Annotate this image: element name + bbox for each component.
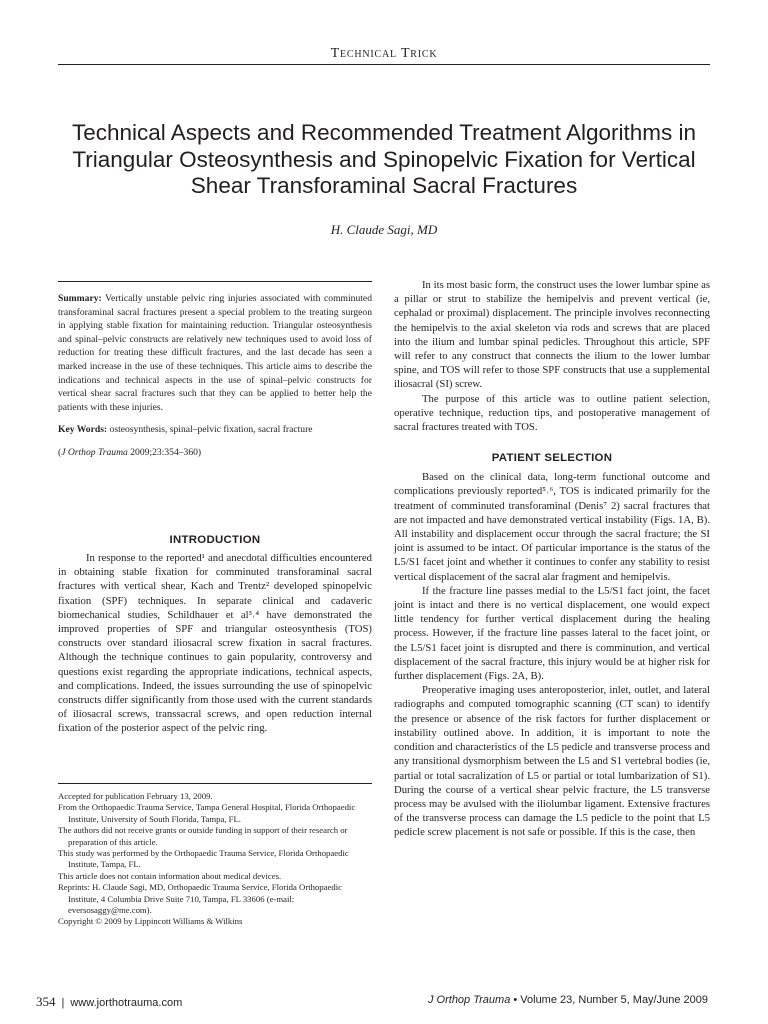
right-intro-paragraph-2: The purpose of this article was to outline patient selection, operative technique, reduction tips, and postoperative management of sacral fractures treated with TOS. [394, 392, 710, 434]
author-name: H. Claude Sagi, MD [330, 222, 438, 237]
patient-selection-body [394, 470, 710, 839]
page-footer-left [36, 994, 182, 1010]
footer-separator: | [61, 997, 65, 1009]
introduction-heading: INTRODUCTION [169, 534, 261, 546]
patient-selection-paragraph-2: If the fracture line passes medial to the L5/S1 fact joint, the facet joint is intact and there is no vertical displacement, one would expect little tendency for further vertical displacement during the healing process. However, if the fracture line passes lateral to the facet joint, or the L5/S1 facet joint is disrupted and there is comminution, and vertical displacement of the sacral fracture, this injury would be at higher risk for further displacement (Figs. 2A, B). [394, 584, 710, 683]
citation [58, 446, 372, 460]
footnote-copyright: Copyright © 2009 by Lippincott Williams & Wilkins [58, 916, 243, 927]
footnote-devices: This article does not contain information about medical devices. [58, 870, 282, 881]
right-column [394, 278, 710, 840]
citation-open: ( [58, 446, 62, 458]
footnote-funding: The authors did not receive grants or outside funding in support of their research or preparation of this article. [58, 825, 348, 847]
introduction-paragraph: In response to the reported¹ and anecdotal difficulties encountered in obtaining stable fixation for comminuted transforaminal sacral fractures with vertical shear, Kach and Trentz² developed spinopelvic fixation (SPF) techniques. In separate clinical and cadaveric biomechanical studies, Schildhauer et al³˒⁴ have demonstrated the improved properties of SPF and triangular osteosynthesis (TOS) constructs over standard iliosacral screw fixation in sacral fractures. Although the technique continues to gain popularity, controversy and questions exist regarding the appropriate indications, technical aspects, and complications. Indeed, the issues surrounding the use of spinopelvic constructs differ significantly from those used with the current standards of iliosacral screws, transsacral screws, and open reduction internal fixation of the posterior aspect of the pelvic ring. [58, 552, 372, 735]
summary-paragraph [58, 292, 372, 414]
patient-selection-paragraph-3: Preoperative imaging uses anteroposterior, inlet, outlet, and lateral radiographs and computed tomographic scanning (CT scan) to identify the presence or absence of the risk factors for further displacement or instability outlined above. In addition, it is important to note the condition and characteristics of the L5 pedicle and transverse process and any transitional dysmorphism between the L5 and S1 vertebral bodies (ie, partial or total sacralization of L5 or partial or total lumbarization of S1). During the course of a vertical shear pelvic fracture, the L5 transverse process may be avulsed with the iliolumbar ligament. Extensive fractures of the transverse process can damage the L5 pedicle to the point that L5 pedicle screw placement is not safe or possible. If this is the case, then [394, 684, 710, 839]
summary-label: Summary: [58, 293, 102, 304]
footnote-study: This study was performed by the Orthopaedic Trauma Service, Florida Orthopaedic Institute, Tampa, FL. [58, 848, 349, 870]
summary-top-rule [58, 281, 372, 282]
section-label: Technical Trick [330, 46, 438, 61]
footer-journal: J Orthop Trauma [427, 994, 511, 1006]
keywords-label: Key Words: [58, 424, 108, 436]
citation-journal: J Orthop Trauma [61, 446, 128, 458]
header-rule [58, 64, 710, 65]
keywords-text: osteosynthesis, spinal–pelvic fixation, sacral fracture [109, 424, 313, 436]
right-intro-paragraph-1: In its most basic form, the construct uses the lower lumbar spine as a pillar or strut to stabilize the hemipelvis and prevent vertical (ie, cephalad or proximal) displacement. The principle involves reconnecting the hemipelvis to the axial skeleton via rods and screws that are placed into the ilium and lumbar spinal pedicles. Throughout this article, SPF will refer to any construct that connects the ilium to the lower lumbar spine, and TOS will refer to those SPF constructs that use a supplemental iliosacral (SI) screw. [394, 279, 710, 391]
right-intro-body [394, 278, 710, 434]
introduction-body [58, 551, 372, 736]
footnote-reprints: Reprints: H. Claude Sagi, MD, Orthopaedic Trauma Service, Florida Orthopaedic Institute, 4 Columbia Drive Suite 710, Tampa, FL 33606 (e-mail: eversosaggy@me.com). [58, 882, 342, 916]
page-footer-right [428, 994, 708, 1006]
patient-selection-paragraph-1: Based on the clinical data, long-term functional outcome and complications previously reported⁵˒⁶, TOS is indicated primarily for the treatment of comminuted transforaminal (Denis⁷ 2) sacral fractures that are not impacted and have demonstrated vertical instability (Figs. 1A, B). All instability and displacement occur through the sacral fracture; the SI joint is assumed to be intact. Of particular importance is the status of the L5/S1 facet joint and whether it continues to confer any stability to resist vertical displacement of the sacral alar fragment and hemipelvis. [394, 471, 710, 583]
page-number: 354 [36, 994, 56, 1009]
introduction-section [58, 534, 372, 736]
patient-selection-heading: PATIENT SELECTION [491, 452, 613, 465]
citation-rest: 2009;23:354–360) [127, 446, 202, 458]
journal-website: www.jorthotrauma.com [70, 997, 183, 1009]
footnotes [58, 791, 372, 928]
summary-text: Vertically unstable pelvic ring injuries associated with comminuted transforaminal sacral fractures present a special problem to the treating surgeon in applying stable fixation for maintaining reduction. Triangular osteosynthesis and spinal–pelvic constructs are relatively new techniques used to avoid loss of reduction for treating these difficult fractures, and the last decade has seen a marked increase in the use of these techniques. This article aims to describe the indications and technical aspects in the use of spinal–pelvic constructs for vertical shear sacral fractures such that they can be applied to better help the patients with these injuries. [58, 293, 372, 413]
footnote-affiliation: From the Orthopaedic Trauma Service, Tampa General Hospital, Florida Orthopaedic Institute, University of South Florida, Tampa, FL. [58, 802, 356, 824]
article-title: Technical Aspects and Recommended Treatment Algorithms in Triangular Osteosynthesis and Spinopelvic Fixation for Vertical Shear Transforaminal Sacral Fractures [71, 120, 697, 198]
footnote-rule [58, 783, 372, 784]
footnote-accepted: Accepted for publication February 13, 2009. [58, 791, 213, 801]
footnotes-block [58, 783, 372, 928]
keywords-paragraph [58, 423, 372, 437]
footer-issue: • Volume 23, Number 5, May/June 2009 [510, 994, 708, 1006]
summary-block [58, 281, 372, 460]
